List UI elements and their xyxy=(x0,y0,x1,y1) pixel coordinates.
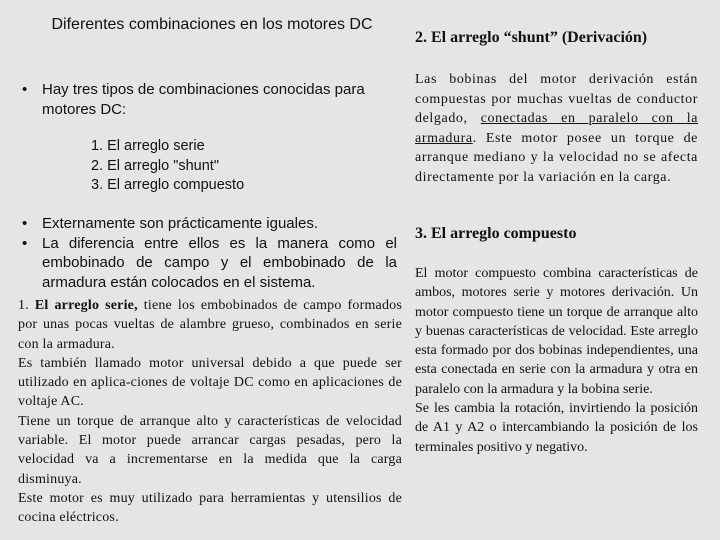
compound-section xyxy=(415,264,698,457)
type-item-serie: 1. El arreglo serie xyxy=(91,138,205,154)
series-paragraph-3: Tiene un torque de arranque alto y características de velocidad variable. El motor puede arrancar cargas pesadas, pero la velocidad va a incrementarse en la medida que la carga disminuya. xyxy=(18,413,402,487)
types-list xyxy=(91,137,391,196)
compound-paragraph-1: El motor compuesto combina características de ambos, motores serie y motores derivación. Un motor compuesto tiene un torque de arranque alto y buenas características de velocidad. Este arreglo esta formado por dos bobinas independientes, una esta conectada en serie con la armadura y otra en paralelo con la armadura y la bobina serie. xyxy=(415,266,698,397)
type-item-shunt: 2. El arreglo "shunt" xyxy=(91,157,219,174)
bullet-text: Hay tres tipos de combinaciones conocidas para motores DC: xyxy=(42,81,365,118)
series-text: tiene los embobinados de campo formados por unas pocas vueltas de alambre grueso, combinados en serie con la armadura. xyxy=(18,298,402,352)
series-paragraph-1 xyxy=(18,296,402,354)
shunt-text-underlined: conectadas en paralelo con la armadura xyxy=(415,111,699,146)
compound-heading: 3. El arreglo compuesto xyxy=(415,225,577,242)
shunt-paragraph xyxy=(415,70,698,188)
series-number: 1. xyxy=(18,298,29,313)
series-section xyxy=(18,296,402,528)
bullet-dot: • xyxy=(22,81,28,98)
bullet-text: La diferencia entre ellos es la manera como el embobinado de campo y el embobinado de la armadura están colocados en el sistema. xyxy=(42,234,397,291)
shunt-heading: 2. El arreglo “shunt” (Derivación) xyxy=(415,29,648,46)
series-paragraph-4: Este motor es muy utilizado para herramientas y utensilios de cocina eléctricos. xyxy=(18,490,402,526)
bullet-text: Externamente son prácticamente iguales. xyxy=(42,215,318,232)
shunt-text-a: Las bobinas del motor derivación están compuestas por muchas vueltas de conductor delgado, xyxy=(415,72,698,127)
intro-bullet xyxy=(22,80,397,120)
compound-paragraph-2: Se les cambia la rotación, invirtiendo la posición de A1 y A2 o intercambiando la posición de los terminales positivo y negativo. xyxy=(415,401,698,455)
page-title: Diferentes combinaciones en los motores DC xyxy=(51,16,373,33)
shunt-text-b: . Este motor posee un torque de arranque mediano y la velocidad no se afecta directamente por la variación en la carga. xyxy=(415,130,698,185)
series-paragraph-2: Es también llamado motor universal debido a que puede ser utilizado en aplica-ciones de voltaje DC como en aplicaciones de voltaje AC. xyxy=(18,355,402,410)
type-item-compuesto: 3. El arreglo compuesto xyxy=(91,177,245,193)
series-heading: El arreglo serie, xyxy=(34,298,138,313)
difference-bullets xyxy=(22,214,397,292)
bullet-dot: • xyxy=(22,215,28,232)
bullet-dot: • xyxy=(22,234,28,252)
